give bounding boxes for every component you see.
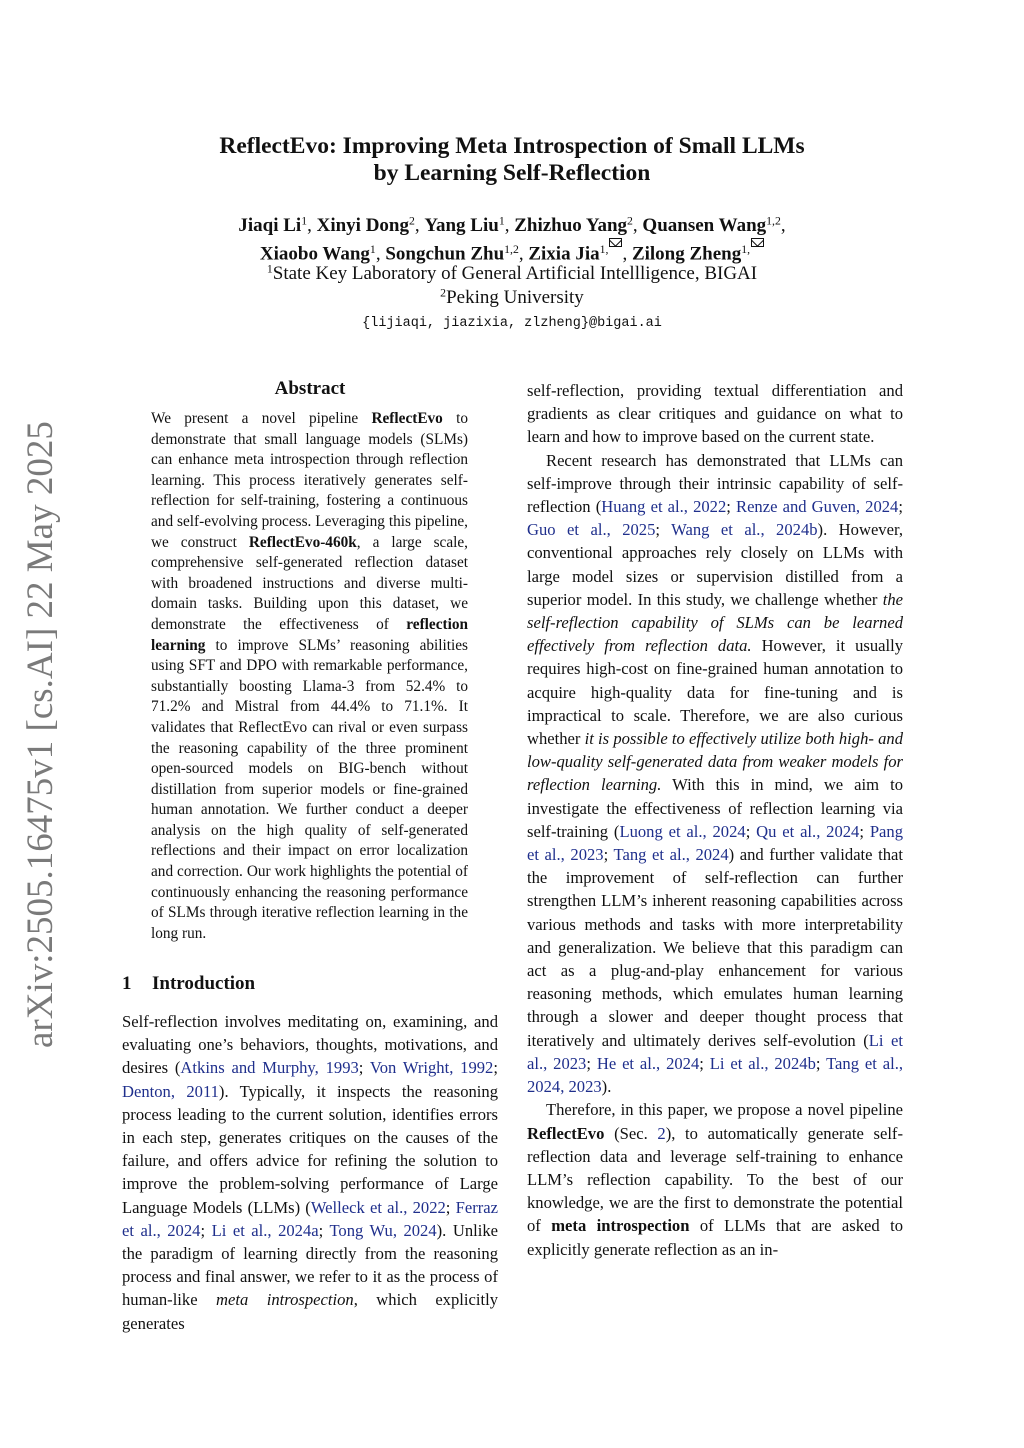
section-number: 1 [122, 973, 132, 994]
citation-link[interactable]: Atkins and Murphy, 1993 [180, 1058, 359, 1078]
paragraph: Recent research has demonstrated that LLMs can self-improve through their intrinsic capability of self-reflection (Huang et al., 2022; Renze and Guven, 2024; Guo et al., 2025; Wang et al., 2024b). However, conventional approaches rely closely on LLMs with large model sizes or supervision distilled from a superior model. In this study, we challenge whether the self-reflection capability of SLMs can be learned effectively from reflection data. However, it usually requires high-cost on fine-grained human annotation to acquire high-quality data for fine-tuning and is impractical to scale. Therefore, we are also curious whether it is possible to effectively utilize both high- and low-quality self-generated data from weaker models for reflection learning. With this in mind, we aim to investigate the effectiveness of reflection learning via self-training (Luong et al., 2024; Qu et al., 2024; Pang et al., 2023; Tang et al., 2024) and further validate that the improvement of self-reflection can further strengthen LLM’s inherent reasoning capabilities across various methods and tasks with more interpretability and generalization. We believe that this paradigm can act as a plug-and-play enhancement for various reasoning methods, which emulates human learning through a slower and deeper thought process that iteratively and ultimately derives self-evolution (Li et al., 2023; He et al., 2024; Li et al., 2024b; Tang et al., 2024, 2023). [527, 450, 904, 1097]
author-list-line-2: Xiaobo Wang$^1$, Songchun Zhu$^{1,2}$, Zixia Jia$^{1,}$ , Zilong Zheng$^{1,}$ [0, 238, 1024, 266]
citation-link[interactable]: Li et al., 2024b [709, 1053, 816, 1073]
paper-title-line-1: ReflectEvo: Improving Meta Introspection of Small LLMs [219, 133, 805, 159]
paragraph: self-reflection, providing textual differentiation and gradients as clear critiques and guidance on what to learn and how to improve based on the current state. [527, 381, 903, 447]
author-affiliation-mark: 1, [599, 242, 609, 256]
contact-email: {lijiaqi, jiazixia, zlzheng}@bigai.ai [362, 316, 662, 331]
author-affiliation-mark: 2 [627, 214, 633, 228]
author-name: Jiaqi Li [238, 215, 302, 236]
abstract-text: to demonstrate that small language models (SLMs) can enhance meta introspection through reflection learning. This process iteratively generates self-reflection for self-training, fostering a continuous and self-evolving process. Leveraging this pipeline, we construct [151, 410, 468, 551]
affiliation-text: Peking University [446, 287, 584, 308]
author-affiliation-mark: 1,2 [766, 214, 781, 228]
author-name: Zilong Zheng [631, 243, 742, 265]
author-affiliation-mark: 1 [369, 242, 376, 256]
left-column-text [122, 1010, 498, 1335]
citation-link[interactable]: Luong et al., 2024 [619, 821, 746, 841]
author-name: Xinyi Dong [316, 215, 409, 236]
arxiv-stamp: arXiv:2505.16475v1 [cs.AI] 22 May 2025 [20, 421, 61, 1048]
author-name: Zhizhuo Yang [514, 215, 628, 236]
author-affiliation-mark: 1 [301, 214, 308, 228]
author-name: Songchun Zhu [385, 243, 505, 265]
abstract-bold-term: ReflectEvo-460k [248, 533, 357, 551]
author-name: Yang Liu [424, 215, 499, 236]
citation-link[interactable]: Renze and Guven, 2024 [736, 497, 899, 517]
citation-link[interactable]: Li et al., 2024a [211, 1220, 319, 1240]
affiliation-mark: 1 [266, 262, 273, 276]
paragraph: Therefore, in this paper, we propose a novel pipeline ReflectEvo (Sec. 2), to automatically generate self-reflection data and leverage self-training to enhance LLM’s reflection capability. To the best of our knowledge, we are the first to demonstrate the potential of meta introspection of LLMs that are asked to explicitly generate reflection as an in- [527, 1100, 903, 1259]
abstract-bold-term: reflection learning [151, 615, 468, 654]
section-title: Introduction [152, 973, 256, 994]
citation-link[interactable]: Wang et al., 2024b [671, 520, 818, 540]
author-name: Zixia Jia [528, 243, 600, 265]
citation-link[interactable]: Li et al., 2023 [527, 1030, 903, 1073]
citation-link[interactable]: Von Wright, 1992 [369, 1058, 494, 1078]
abstract-bold-term: ReflectEvo [371, 410, 443, 427]
citation-link[interactable]: Welleck et al., 2022 [310, 1197, 446, 1217]
section-reference-link[interactable]: 2 [657, 1123, 666, 1143]
envelope-icon [609, 238, 622, 247]
citation-link[interactable]: He et al., 2024 [596, 1053, 700, 1073]
author-name: Quansen Wang [642, 215, 767, 236]
citation-link[interactable]: Tong Wu, 2024 [329, 1220, 437, 1240]
author-name: Xiaobo Wang [259, 243, 370, 265]
author-affiliation-mark: 1 [498, 214, 505, 228]
citation-link[interactable]: Tang et al., 2024 [613, 845, 729, 865]
envelope-icon [751, 238, 764, 247]
author-affiliation-mark: 1, [741, 242, 751, 256]
right-column-text [527, 379, 903, 1261]
abstract-text: , a large scale, comprehensive self-generated reflection dataset with broadened instructions and diverse multi-domain tasks. Building upon this dataset, we demonstrate the effectiveness of [151, 533, 468, 633]
citation-link[interactable]: Guo et al., 2025 [527, 520, 656, 540]
citation-link[interactable]: Ferraz et al., 2024 [122, 1197, 498, 1240]
author-affiliation-mark: 2 [408, 214, 415, 228]
citation-link[interactable]: Qu et al., 2024 [756, 821, 860, 841]
citation-link[interactable]: Denton, 2011 [122, 1081, 219, 1101]
abstract-text: We present a novel pipeline [151, 410, 372, 427]
citation-link[interactable]: Pang et al., 2023 [527, 821, 903, 865]
author-list-line-1: Jiaqi Li$^1$, Xinyi Dong$^2$, Yang Liu$^1$, Zhizhuo Yang$^2$, Quansen Wang$^{1,2}$, [238, 214, 786, 236]
section-heading-introduction [122, 973, 255, 995]
citation-link[interactable]: Tang et al., 2024, 2023 [527, 1053, 903, 1097]
citation-link[interactable]: Huang et al., 2022 [601, 497, 727, 517]
abstract-heading: Abstract [274, 378, 346, 399]
paper-title-line-2: by Learning Self-Reflection [373, 160, 651, 186]
affiliation-2 [0, 286, 1024, 310]
abstract-body [151, 409, 468, 944]
affiliation-text: State Key Laboratory of General Artificial Intellligence, BIGAI [272, 263, 758, 284]
abstract-text: to improve SLMs’ reasoning abilities using SFT and DPO with remarkable performance, substantially boosting Llama-3 from 52.4% to 71.2% and Mistral from 44.4% to 71.1%. It validates that ReflectEvo can rival or even surpass the reasoning capability of the three prominent open-sourced models on BIG-bench without distillation from superior models or fine-grained human annotation. We further conduct a deeper analysis on the high quality of self-generated reflections and their impact on error localization and correction. Our work highlights the potential of continuously enhancing the reasoning performance of SLMs through iterative reflection learning in the long run. [151, 636, 468, 942]
affiliation-mark: 2 [440, 286, 447, 300]
affiliation-1 [0, 262, 1024, 286]
paragraph: Self-reflection involves meditating on, examining, and evaluating one’s behaviors, thoughts, motivations, and desires (Atkins and Murphy, 1993; Von Wright, 1992; Denton, 2011). Typically, it inspects the reasoning process leading to the current solution, identifies errors in each step, generates critiques on the causes of the failure, and offers advice for refining the solution to improve the problem-solving performance of Large Language Models (LLMs) (Welleck et al., 2022; Ferraz et al., 2024; Li et al., 2024a; Tong Wu, 2024). Unlike the paradigm of learning directly from the reasoning process and final answer, we refer to it as the process of human-like meta introspection, which explicitly generates [122, 1012, 498, 1333]
author-affiliation-mark: 1,2 [504, 242, 519, 256]
